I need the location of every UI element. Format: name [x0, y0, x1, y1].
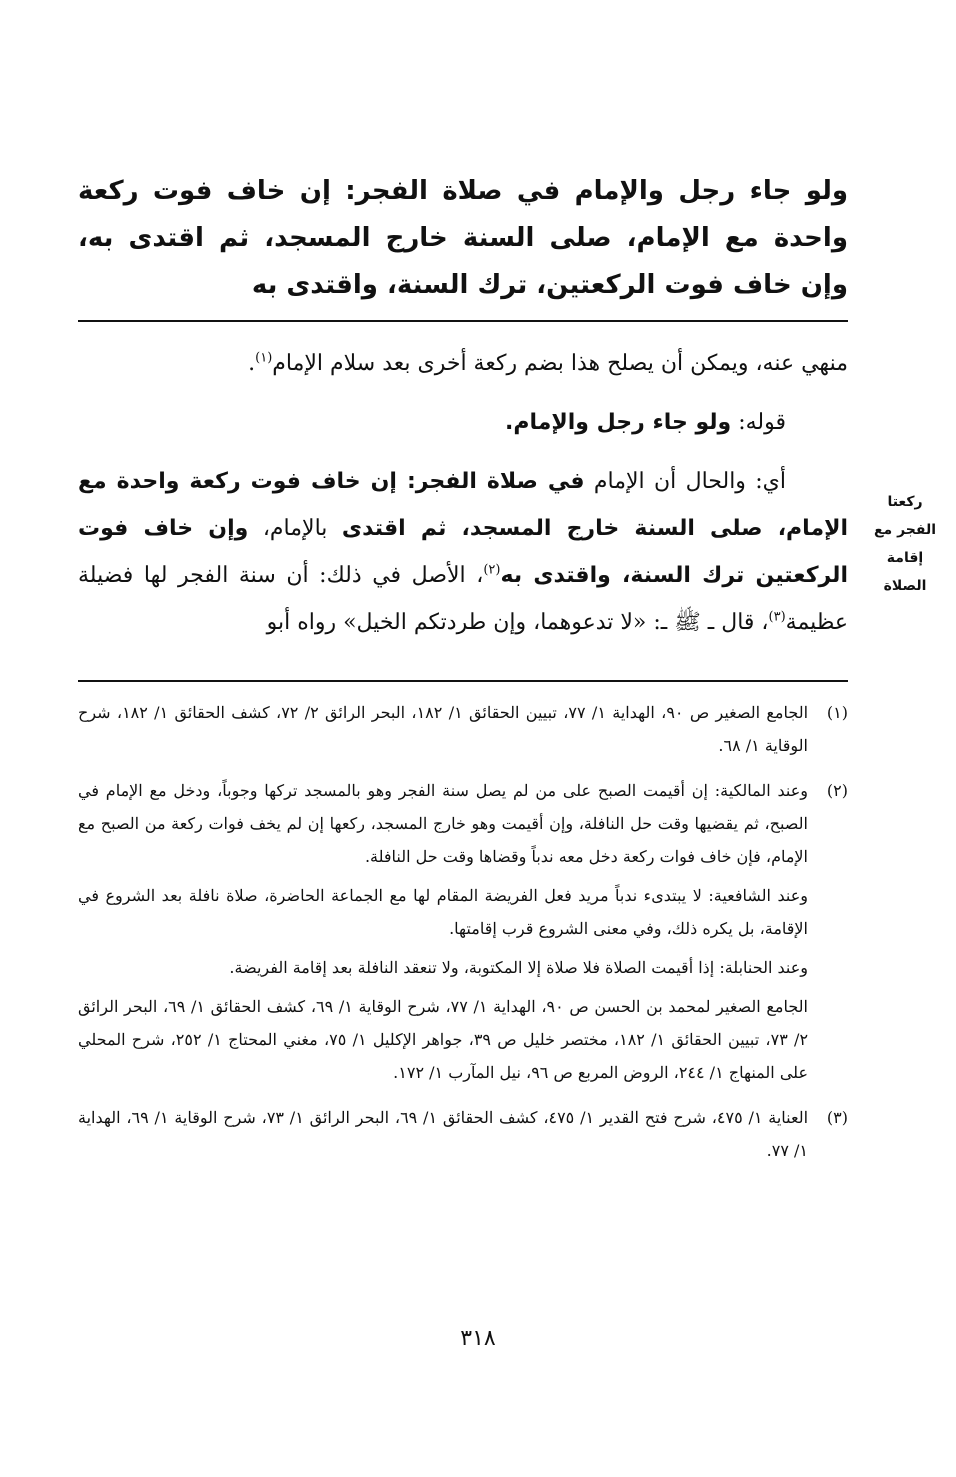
margin-heading-line: إقامة: [886, 550, 924, 566]
margin-heading-line: ركعتا: [887, 494, 923, 510]
margin-heading: [862, 488, 948, 600]
footnote-text: وعند الحنابلة: إذا أقيمت الصلاة فلا صلاة إلا المكتوبة، ولا تنعقد النافلة بعد إقامة الفريضة.: [229, 958, 808, 977]
commentary-paragraph-2: [78, 399, 848, 446]
commentary-paragraph-1: [78, 340, 848, 387]
quoted-matn: في صلاة الفجر: إن خاف فوت ركعة واحدة مع الإمام، صلى السنة خارج المسجد، ثم اقتدى: [78, 469, 848, 541]
footnote-body: [78, 1101, 808, 1173]
commentary-text: بالإمام،: [262, 516, 328, 541]
commentary-text: منهي عنه، ويمكن أن يصلح هذا بضم ركعة أخرى بعد سلام الإمام: [272, 351, 848, 376]
quoted-matn: وإن خاف فوت الركعتين ترك السنة، واقتدى به: [78, 516, 848, 588]
footnote-text: العناية ١/ ٤٧٥، شرح فتح القدير ١/ ٤٧٥، كشف الحقائق ١/ ٦٩، البحر الرائق ١/ ٧٣، شرح الوقاية ١/ ٦٩، الهداية ١/ ٧٧.: [78, 1108, 809, 1160]
footnote-3: [78, 1101, 848, 1173]
footnote-divider: [78, 680, 848, 682]
footnote-number: (١): [826, 703, 848, 722]
margin-heading-line: الفجر مع: [873, 522, 937, 538]
footnote-number: (٢): [826, 781, 848, 800]
commentary-text: ، الأصل في ذلك: أن سنة الفجر لها فضيلة عظيمة: [78, 563, 848, 635]
footnote-text: وعند المالكية: إن أقيمت الصبح على من لم يصل سنة الفجر وهو بالمسجد تركها وجوباً، ودخل مع الإمام في الصبح، ثم يقضيها وقت حل النافلة، وإن أقيمت وهو خارج المسجد، ركعها إن لم يخف فوات ركعة من الصبح مع الإمام، فإن خاف فوات ركعة دخل معه ندباً وقضاها وقت حل النافلة.: [78, 781, 808, 866]
commentary-text: قوله:: [738, 410, 786, 435]
footnote-2: [78, 774, 848, 1095]
commentary-text: ، قال ـ ﷺ ـ: «لا تدعوهما، وإن طردتكم الخيل» رواه أبو: [266, 610, 769, 635]
commentary-text: أي: والحال أن الإمام: [593, 469, 787, 494]
page-number: ٣١٨: [460, 1326, 496, 1351]
footnote-text: الجامع الصغير ص ٩٠، الهداية ١/ ٧٧، تبيين الحقائق ١/ ١٨٢، البحر الرائق ٢/ ٧٢، كشف الحقائق ١/ ١٨٢، شرح الوقاية ١/ ٦٨.: [78, 703, 809, 755]
footnote-1: [78, 696, 848, 768]
matn-divider: [78, 320, 848, 322]
footnote-body: [78, 774, 808, 1095]
margin-heading-line: الصلاة: [883, 578, 927, 594]
commentary: [78, 340, 848, 646]
commentary-text: .: [248, 351, 256, 376]
footnotes: [78, 696, 848, 1179]
footnote-ref-2: (٢): [483, 562, 501, 578]
footnote-text: الجامع الصغير لمحمد بن الحسن ص ٩٠، الهداية ١/ ٧٧، شرح الوقاية ١/ ٦٩، كشف الحقائق ١/ ٦٩، البحر الرائق ٢/ ٧٣، تبيين الحقائق ١/ ١٨٢، مختصر خليل ص ٣٩، جواهر الإكليل ١/ ٧٥، مغني المحتاج ١/ ٢٥٢، شرح المحلي على المنهاج ١/ ٢٤٤، الروض المربع ص ٩٦، نيل المآرب ١/ ١٧٢.: [78, 997, 809, 1082]
footnote-ref-1: (١): [255, 350, 273, 366]
footnote-number: (٣): [826, 1108, 848, 1127]
footnote-body: [78, 696, 808, 768]
quoted-matn: ولو جاء رجل والإمام.: [505, 410, 732, 435]
commentary-paragraph-3: [78, 458, 848, 646]
footnote-ref-3: (٣): [768, 609, 786, 625]
footnote-text: وعند الشافعية: لا يبتدىء ندباً مريد فعل الفريضة المقام لها مع الجماعة الحاضرة، صلاة نافلة بعد الشروع في الإقامة، بل يكره ذلك، وفي معنى الشروع قرب إقامتها.: [78, 886, 808, 938]
matn-text: ولو جاء رجل والإمام في صلاة الفجر: إن خاف فوت ركعة واحدة مع الإمام، صلى السنة خارج المسجد، ثم اقتدى به، وإن خاف فوت الركعتين، ترك السنة، واقتدى به: [78, 176, 848, 300]
